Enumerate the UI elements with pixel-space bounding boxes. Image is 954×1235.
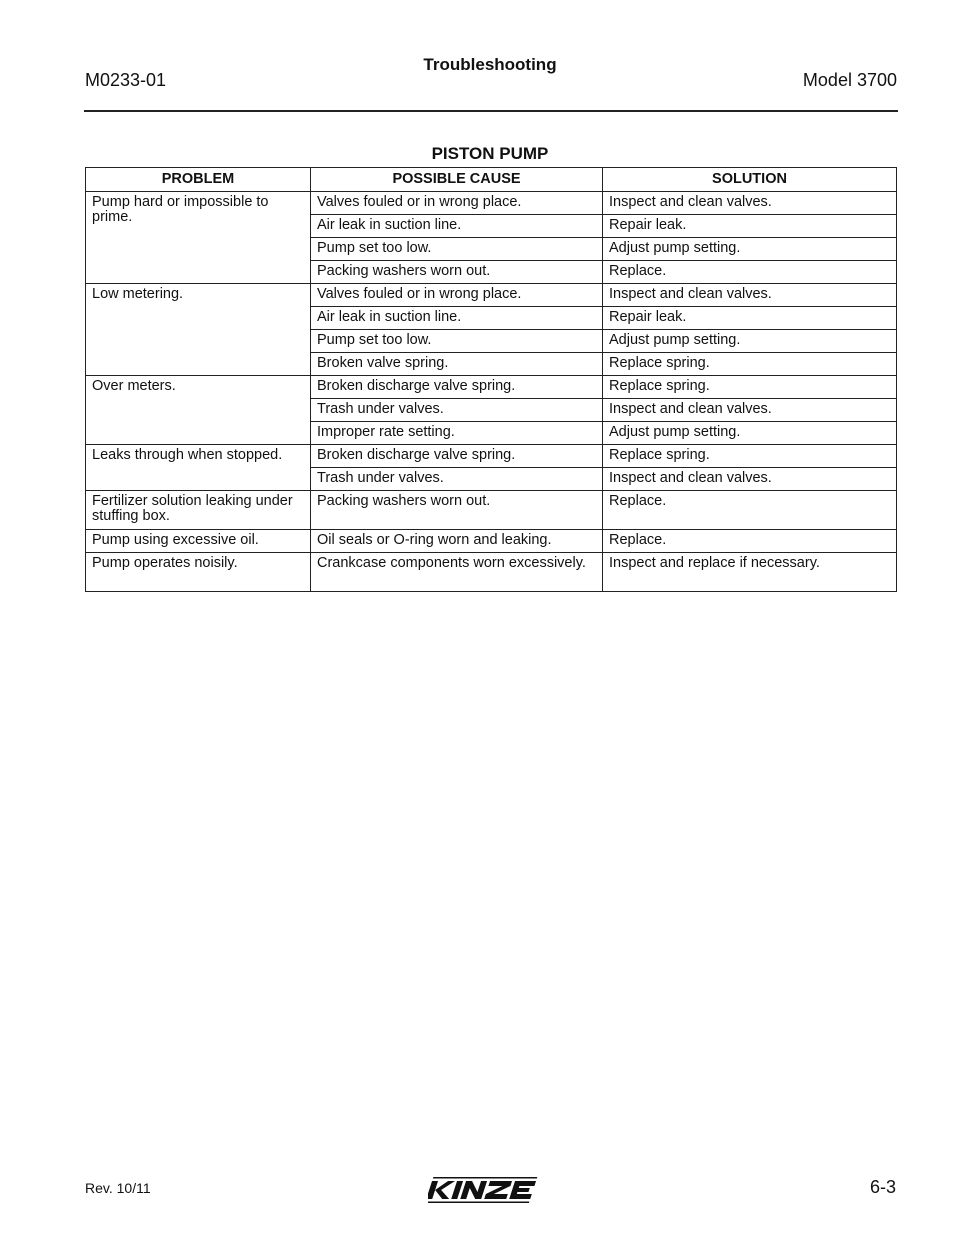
- cause-cell: Broken valve spring.: [311, 353, 603, 376]
- problem-cell: Leaks through when stopped.: [86, 445, 311, 491]
- solution-cell: Inspect and clean valves.: [603, 399, 897, 422]
- cause-cell: Air leak in suction line.: [311, 215, 603, 238]
- model-name: Model 3700: [802, 70, 897, 90]
- problem-cell: Low metering.: [86, 284, 311, 376]
- solution-cell: Inspect and clean valves.: [603, 284, 897, 307]
- problem-cell: Pump using excessive oil.: [86, 530, 311, 553]
- solution-cell: Replace spring.: [603, 445, 897, 468]
- cause-cell: Oil seals or O-ring worn and leaking.: [311, 530, 603, 553]
- solution-cell: Adjust pump setting.: [603, 422, 897, 445]
- solution-cell: Repair leak.: [603, 307, 897, 330]
- table-row: [86, 445, 897, 468]
- kinze-logo: [428, 1175, 550, 1205]
- revision-label: Rev. 10/11: [85, 1180, 151, 1196]
- solution-cell: Replace spring.: [603, 353, 897, 376]
- cause-cell: Valves fouled or in wrong place.: [311, 284, 603, 307]
- cause-cell: Improper rate setting.: [311, 422, 603, 445]
- cause-cell: Broken discharge valve spring.: [311, 376, 603, 399]
- solution-cell: Inspect and replace if necessary.: [603, 553, 897, 592]
- page-number: 6-3: [869, 1177, 896, 1197]
- cause-cell: Trash under valves.: [311, 399, 603, 422]
- table-row: [86, 530, 897, 553]
- solution-cell: Adjust pump setting.: [603, 238, 897, 261]
- table-row: [86, 192, 897, 215]
- solution-cell: Inspect and clean valves.: [603, 468, 897, 491]
- table-row: [86, 284, 897, 307]
- header-divider: [84, 110, 898, 112]
- solution-cell: Repair leak.: [603, 215, 897, 238]
- problem-cell: Fertilizer solution leaking under stuffing box.: [86, 491, 311, 530]
- problem-cell: Over meters.: [86, 376, 311, 445]
- cause-cell: Packing washers worn out.: [311, 261, 603, 284]
- troubleshooting-table: [85, 167, 897, 592]
- table-row: [86, 376, 897, 399]
- cause-cell: Trash under valves.: [311, 468, 603, 491]
- solution-cell: Replace spring.: [603, 376, 897, 399]
- table-row: [86, 553, 897, 592]
- table-row: [86, 491, 897, 530]
- cause-cell: Valves fouled or in wrong place.: [311, 192, 603, 215]
- table-body: [86, 192, 897, 592]
- cause-cell: Crankcase components worn excessively.: [311, 553, 603, 592]
- document-number: M0233-01: [85, 70, 167, 90]
- solution-cell: Replace.: [603, 491, 897, 530]
- column-header-solution: SOLUTION: [603, 168, 897, 192]
- cause-cell: Packing washers worn out.: [311, 491, 603, 530]
- column-header-cause: POSSIBLE CAUSE: [311, 168, 603, 192]
- solution-cell: Adjust pump setting.: [603, 330, 897, 353]
- table-header-row: [86, 168, 897, 192]
- cause-cell: Air leak in suction line.: [311, 307, 603, 330]
- column-header-problem: PROBLEM: [86, 168, 311, 192]
- problem-cell: Pump operates noisily.: [86, 553, 311, 592]
- solution-cell: Inspect and clean valves.: [603, 192, 897, 215]
- solution-cell: Replace.: [603, 261, 897, 284]
- problem-cell: Pump hard or impossible to prime.: [86, 192, 311, 284]
- cause-cell: Pump set too low.: [311, 238, 603, 261]
- table-title: PISTON PUMP: [431, 144, 549, 163]
- cause-cell: Broken discharge valve spring.: [311, 445, 603, 468]
- solution-cell: Replace.: [603, 530, 897, 553]
- cause-cell: Pump set too low.: [311, 330, 603, 353]
- section-title: Troubleshooting: [423, 55, 557, 74]
